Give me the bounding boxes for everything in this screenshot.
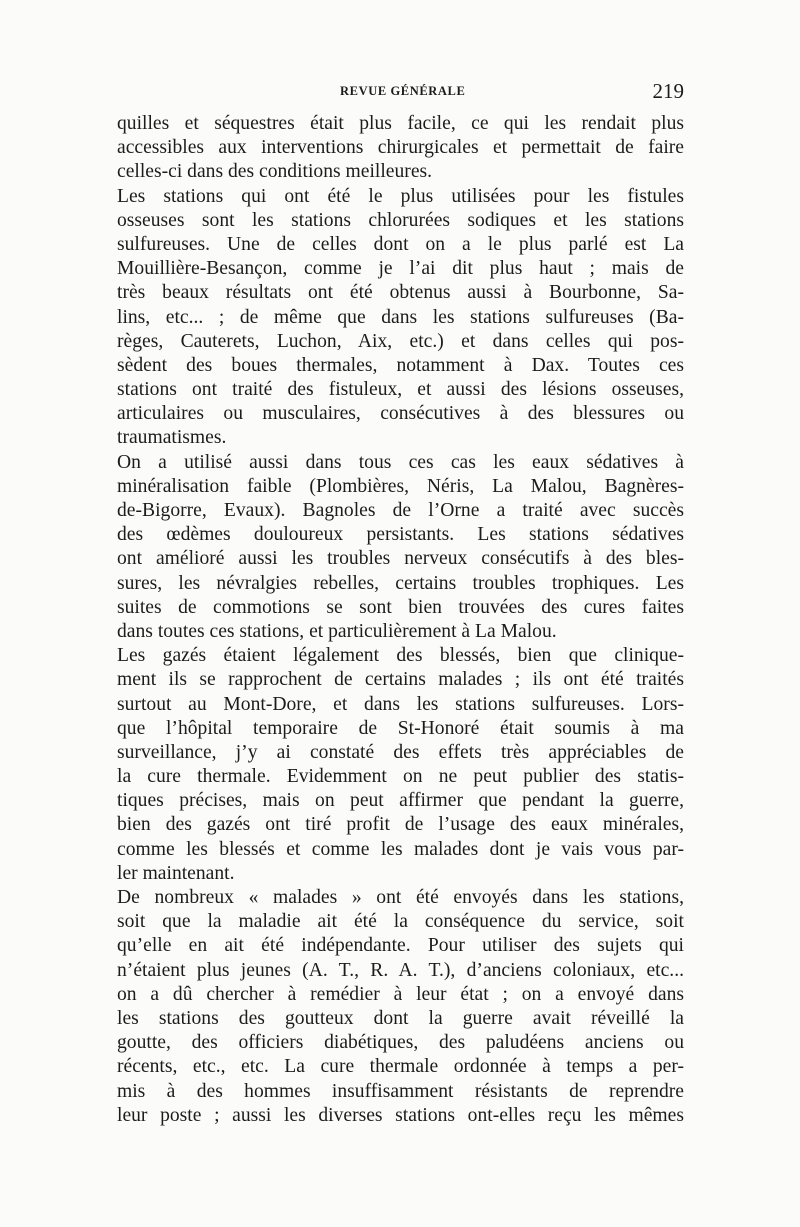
text-line: la cure thermale. Evidemment on ne peut publier des statis- — [117, 766, 684, 788]
text-line: stations ont traité des fistuleux, et aussi des lésions osseuses, — [117, 379, 684, 401]
text-line: leur poste ; aussi les diverses stations ont-elles reçu les mêmes — [117, 1104, 684, 1126]
page-number: 219 — [652, 79, 684, 103]
text-line: règes, Cauterets, Luchon, Aix, etc.) et dans celles qui pos- — [117, 330, 684, 352]
text-line: goutte, des officiers diabétiques, des paludéens anciens ou — [117, 1032, 684, 1054]
text-line: suites de commotions se sont bien trouvées des cures faites — [117, 596, 684, 618]
text-line: lins, etc... ; de même que dans les stations sulfureuses (Ba- — [117, 306, 684, 328]
text-line: de-Bigorre, Evaux). Bagnoles de l’Orne a traité avec succès — [117, 500, 684, 521]
text-line: tiques précises, mais on peut affirmer que pendant la guerre, — [117, 790, 684, 812]
text-line: n’étaient plus jeunes (A. T., R. A. T.), d’anciens coloniaux, etc... — [117, 959, 684, 981]
text-line: sures, les névralgies rebelles, certains troubles trophiques. Les — [117, 572, 684, 594]
text-line: articulaires ou musculaires, consécutives à des blessures ou — [117, 403, 684, 425]
text-line: Mouillière-Besançon, comme je l’ai dit plus haut ; mais de — [117, 258, 684, 280]
text-line: qu’elle en ait été indépendante. Pour utiliser des sujets qui — [117, 935, 684, 957]
text-line: On a utilisé aussi dans tous ces cas les eaux sédatives à — [117, 451, 684, 473]
text-line: très beaux résultats ont été obtenus aussi à Bourbonne, Sa- — [117, 282, 684, 304]
text-line: on a dû chercher à remédier à leur état ; on a envoyé dans — [117, 983, 684, 1005]
text-line: comme les blessés et comme les malades dont je vais vous par- — [117, 838, 684, 860]
text-line: bien des gazés ont tiré profit de l’usage des eaux minérales, — [117, 814, 684, 836]
text-line: des œdèmes douloureux persistants. Les stations sédatives — [117, 524, 684, 546]
text-line: ont amélioré aussi les troubles nerveux consécutifs à des bles- — [117, 548, 684, 570]
text-line: mis à des hommes insuffisamment résistants de reprendre — [117, 1080, 684, 1102]
text-line: surtout au Mont-Dore, et dans les stations sulfureuses. Lors- — [117, 693, 684, 715]
text-line: osseuses sont les stations chlorurées sodiques et les stations — [117, 209, 684, 231]
body-text — [117, 112, 684, 1128]
text-line: celles-ci dans des conditions meilleures. — [117, 161, 433, 183]
text-line: sulfureuses. Une de celles dont on a le plus parlé est La — [117, 233, 684, 255]
text-line: sèdent des boues thermales, notamment à Dax. Toutes ces — [117, 354, 684, 376]
text-line: accessibles aux interventions chirurgicales et permettait de faire — [117, 137, 684, 159]
text-line: dans toutes ces stations, et particulièrement à La Malou. — [117, 620, 557, 642]
text-line: surveillance, j’y ai constaté des effets très appréciables de — [117, 741, 684, 763]
text-line: les stations des goutteux dont la guerre avait réveillé la — [117, 1007, 684, 1029]
text-line: De nombreux « malades » ont été envoyés dans les stations, — [117, 887, 684, 908]
text-line: Les gazés étaient légalement des blessés, bien que clinique- — [117, 645, 684, 667]
text-line: quilles et séquestres était plus facile, ce qui les rendait plus — [117, 113, 684, 134]
text-line: soit que la maladie ait été la conséquence du service, soit — [117, 911, 684, 933]
text-line: ler maintenant. — [117, 862, 235, 884]
text-line: Les stations qui ont été le plus utilisées pour les fistules — [117, 185, 684, 207]
text-line: minéralisation faible (Plombières, Néris, La Malou, Bagnères- — [117, 475, 684, 497]
running-title: REVUE GÉNÉRALE — [340, 84, 466, 98]
text-line: que l’hôpital temporaire de St-Honoré était soumis à ma — [117, 717, 684, 739]
running-header — [117, 79, 684, 106]
text-line: récents, etc., etc. La cure thermale ordonnée à temps a per- — [117, 1056, 684, 1078]
text-line: ment ils se rapprochent de certains malades ; ils ont été traités — [117, 669, 684, 691]
text-line: traumatismes. — [117, 427, 227, 449]
